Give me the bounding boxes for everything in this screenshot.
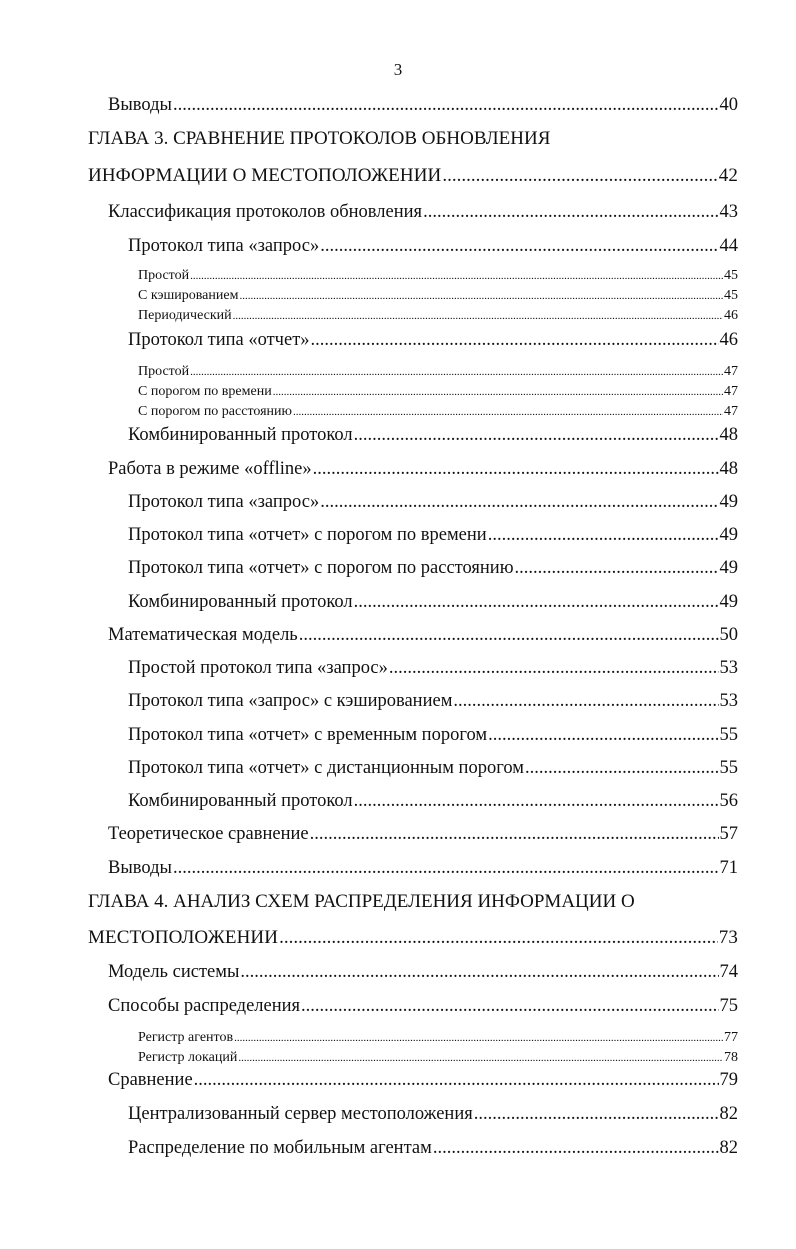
toc-entry: [128, 790, 738, 812]
toc-entry: [128, 557, 738, 579]
toc-entry-page: 57: [719, 824, 738, 844]
toc-entry-title: Протокол типа «отчет» с временным порогом: [128, 725, 488, 745]
toc-subentry: [138, 267, 738, 285]
toc-entry: [108, 201, 738, 223]
toc-entry-title: Распределение по мобильным агентам: [128, 1138, 432, 1158]
toc-entry-page: 55: [719, 725, 738, 745]
toc-entry-page: 74: [719, 962, 738, 982]
toc-entry-page: 48: [719, 459, 738, 479]
toc-entry: [128, 524, 738, 546]
toc-entry-title: С порогом по времени: [138, 384, 272, 399]
toc-chapter-entry: [88, 165, 738, 187]
toc-entry-title: Теоретическое сравнение: [108, 824, 309, 844]
toc-entry-page: 56: [719, 791, 738, 811]
toc-entry-title: Простой протокол типа «запрос»: [128, 658, 388, 678]
toc-subentry: [138, 287, 738, 305]
toc-entry-page: 49: [719, 592, 738, 612]
toc-entry-page: 48: [719, 425, 738, 445]
toc-entry-page: 53: [719, 691, 738, 711]
toc-entry: [128, 1103, 738, 1125]
toc-entry-title: С порогом по расстоянию: [138, 404, 292, 419]
toc-subentry: [138, 1029, 738, 1047]
toc-entry: [128, 724, 738, 746]
toc-entry: [128, 235, 738, 257]
toc-entry: [108, 857, 738, 879]
toc-entry-page: 82: [719, 1138, 738, 1158]
toc-entry-title: Способы распределения: [108, 996, 301, 1016]
toc-entry: [108, 995, 738, 1017]
toc-entry: [128, 757, 738, 779]
toc-entry-page: 75: [719, 996, 738, 1016]
toc-subentry: [138, 383, 738, 401]
toc-entry-title: Работа в режиме «offline»: [108, 459, 312, 479]
toc-entry-page: 45: [724, 288, 738, 303]
toc-subentry: [138, 363, 738, 381]
chapter-heading: ГЛАВА 4. АНАЛИЗ СХЕМ РАСПРЕДЕЛЕНИЯ ИНФОРМАЦИИ О: [88, 891, 635, 912]
toc-entry: [108, 624, 738, 646]
page-number: 3: [393, 60, 403, 79]
toc-entry-title: Периодический: [138, 308, 232, 323]
toc-entry-page: 46: [719, 330, 738, 350]
toc-subentry: [138, 1049, 738, 1067]
toc-entry-page: 77: [724, 1030, 738, 1045]
toc-subentry: [138, 403, 738, 421]
toc-entry-title: Протокол типа «отчет» с порогом по времени: [128, 525, 487, 545]
toc-entry-page: 49: [719, 492, 738, 512]
toc-entry-title: Протокол типа «запрос»: [128, 492, 320, 512]
toc-entry-page: 79: [719, 1070, 738, 1090]
toc-entry-title: Сравнение: [108, 1070, 193, 1090]
toc-entry-page: 53: [719, 658, 738, 678]
toc-entry-page: 73: [718, 927, 738, 948]
toc-entry-title: Протокол типа «запрос» с кэшированием: [128, 691, 453, 711]
toc-entry-page: 55: [719, 758, 738, 778]
toc-entry-title: Централизованный сервер местоположения: [128, 1104, 473, 1124]
toc-entry-title: ИНФОРМАЦИИ О МЕСТОПОЛОЖЕНИИ: [88, 165, 442, 186]
toc-entry-page: 47: [724, 384, 738, 399]
toc-entry-page: 44: [719, 236, 738, 256]
toc-entry: [128, 1137, 738, 1159]
toc-entry-page: 43: [719, 202, 738, 222]
toc-entry-page: 71: [719, 858, 738, 878]
toc-entry: [128, 690, 738, 712]
toc-entry-title: С кэшированием: [138, 288, 239, 303]
toc-entry-title: Протокол типа «отчет» с порогом по расстоянию: [128, 558, 514, 578]
toc-entry: [128, 329, 738, 351]
toc-entry-title: Выводы: [108, 858, 172, 878]
toc-entry-title: Регистр локаций: [138, 1050, 238, 1065]
toc-entry: [128, 657, 738, 679]
toc-entry-title: Простой: [138, 268, 190, 283]
toc-entry-page: 46: [724, 308, 738, 323]
toc-entry-title: Комбинированный протокол: [128, 791, 353, 811]
chapter-heading: ГЛАВА 3. СРАВНЕНИЕ ПРОТОКОЛОВ ОБНОВЛЕНИЯ: [88, 128, 551, 149]
toc-entry-page: 49: [719, 558, 738, 578]
toc-entry-page: 40: [719, 95, 738, 115]
toc-entry-title: Комбинированный протокол: [128, 425, 353, 445]
toc-entry: [108, 1069, 738, 1091]
toc-chapter-entry: [88, 927, 738, 949]
toc-entry-page: 78: [724, 1050, 738, 1065]
toc-entry-title: Классификация протоколов обновления: [108, 202, 423, 222]
toc-entry-title: Регистр агентов: [138, 1030, 234, 1045]
toc-entry-title: Модель системы: [108, 962, 240, 982]
toc-entry-title: МЕСТОПОЛОЖЕНИИ: [88, 927, 279, 948]
toc-entry-page: 82: [719, 1104, 738, 1124]
toc-entry-title: Выводы: [108, 95, 172, 115]
toc-entry-page: 42: [718, 165, 738, 186]
toc-entry: [128, 591, 738, 613]
toc-entry-title: Протокол типа «отчет» с дистанционным порогом: [128, 758, 524, 778]
toc-entry-title: Простой: [138, 364, 190, 379]
toc-entry-title: Протокол типа «запрос»: [128, 236, 320, 256]
toc-entry: [108, 823, 738, 845]
toc-entry-page: 49: [719, 525, 738, 545]
toc-subentry: [138, 307, 738, 325]
toc-entry-page: 45: [724, 268, 738, 283]
toc-entry-page: 50: [719, 625, 738, 645]
toc-entry-page: 47: [724, 404, 738, 419]
toc-entry: [128, 491, 738, 513]
toc-entry-title: Математическая модель: [108, 625, 298, 645]
toc-entry-title: Протокол типа «отчет»: [128, 330, 310, 350]
toc-entry: [108, 94, 738, 116]
toc-entry: [108, 458, 738, 480]
toc-entry: [128, 424, 738, 446]
toc-entry-title: Комбинированный протокол: [128, 592, 353, 612]
toc-entry-page: 47: [724, 364, 738, 379]
toc-entry: [108, 961, 738, 983]
